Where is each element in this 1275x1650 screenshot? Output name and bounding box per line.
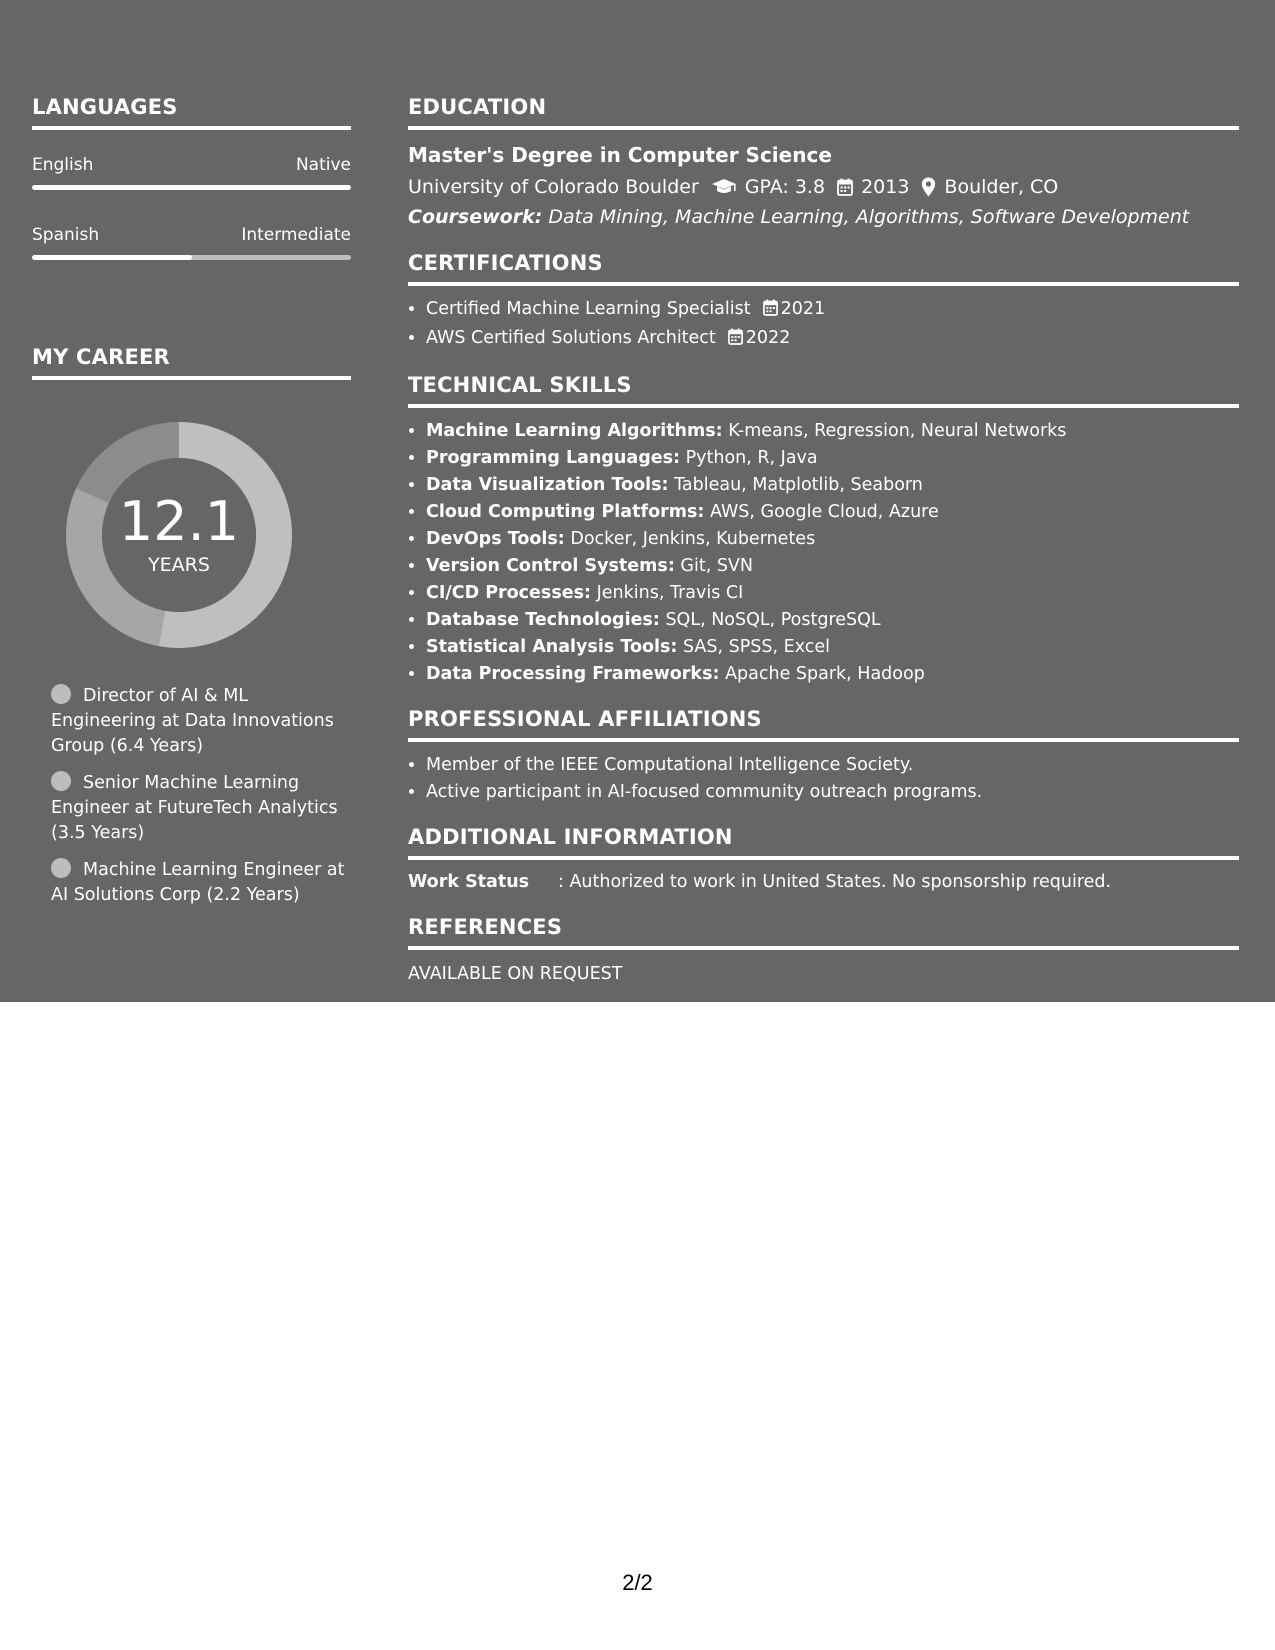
work-status-row [408,870,1239,894]
skill-label: Version Control Systems: [426,556,675,576]
skill-item [426,661,1239,688]
page-number: 2/2 [622,1570,653,1595]
skill-item [426,418,1239,445]
education-coursework [408,204,1239,230]
language-proficiency-fill [32,185,351,190]
skill-value: Jenkins, Travis CI [596,583,744,603]
education-location: Boulder, CO [944,176,1059,198]
skill-value: Docker, Jenkins, Kubernetes [570,529,816,549]
career-job-item [51,771,351,846]
skill-item [426,499,1239,526]
affiliation-item: • Member of the IEEE Computational Intelligence Society. [426,752,1239,779]
left-column [32,0,351,920]
certification-item [426,325,1239,354]
language-spanish [32,224,351,270]
education-school: University of Colorado Boulder [408,176,699,198]
certification-name: AWS Certified Solutions Architect [426,328,716,348]
skill-label: Database Technologies: [426,610,660,630]
affiliations-title: PROFESSIONAL AFFILIATIONS [408,706,1239,742]
education-details [408,174,1239,200]
technical-skills-section [408,372,1239,688]
affiliations-section [408,706,1239,806]
education-section [408,94,1239,230]
career-section [32,344,351,908]
skill-item [426,445,1239,472]
skill-value: SAS, SPSS, Excel [683,637,830,657]
coursework-text: Data Mining, Machine Learning, Algorithms, Software Development [548,206,1190,228]
career-donut-chart [66,422,292,648]
skill-item [426,553,1239,580]
skill-value: Tableau, Matplotlib, Seaborn [674,475,923,495]
education-degree: Master's Degree in Computer Science [408,143,832,167]
skill-value: Python, R, Java [685,448,818,468]
references-text: AVAILABLE ON REQUEST [408,964,623,984]
calendar-icon [837,178,853,196]
additional-info-section [408,824,1239,894]
career-job-item [51,684,351,759]
job-bullet-icon [51,771,71,791]
skill-value: Git, SVN [680,556,753,576]
career-job-list [32,684,351,908]
skill-label: Data Processing Frameworks: [426,664,720,684]
skill-item [426,472,1239,499]
references-section [408,914,1239,986]
skill-item [426,526,1239,553]
language-proficiency-bar [32,255,351,260]
certifications-title: CERTIFICATIONS [408,250,1239,286]
career-years-unit: YEARS [148,554,210,576]
calendar-icon [728,327,743,354]
career-total-years: 12.1 [118,490,240,553]
certification-year: 2021 [780,299,826,319]
donut-center [66,422,292,648]
language-name: Spanish [32,225,100,245]
career-job-item [51,858,351,908]
skill-value: AWS, Google Cloud, Azure [709,502,939,522]
skill-value: SQL, NoSQL, PostgreSQL [665,610,881,630]
coursework-label: Coursework: [408,206,543,228]
job-text: Machine Learning Engineer at AI Solutions Corp (2.2 Years) [51,860,345,905]
skill-label: CI/CD Processes: [426,583,592,603]
languages-section [32,94,351,270]
language-proficiency-fill [32,255,192,260]
graduation-cap-icon [711,178,737,196]
career-title: MY CAREER [32,344,351,380]
technical-skills-title: TECHNICAL SKILLS [408,372,1239,408]
skill-label: Machine Learning Algorithms: [426,421,723,441]
work-status-value: : Authorized to work in United States. No sponsorship required. [558,872,1112,892]
language-level: Native [295,155,351,175]
certifications-section [408,250,1239,354]
map-pin-icon [921,177,936,197]
certification-item [426,296,1239,325]
certification-year: 2022 [745,328,791,348]
languages-title: LANGUAGES [32,94,351,130]
skill-item [426,607,1239,634]
references-title: REFERENCES [408,914,1239,950]
work-status-label: Work Status [408,872,530,892]
right-column [408,0,1239,986]
skill-label: Cloud Computing Platforms: [426,502,705,522]
skill-label: Programming Languages: [426,448,681,468]
certification-name: Certified Machine Learning Specialist [426,299,751,319]
education-title: EDUCATION [408,94,1239,130]
certifications-list [408,296,1239,354]
job-text: Senior Machine Learning Engineer at FutureTech Analytics (3.5 Years) [51,773,338,843]
skill-item [426,580,1239,607]
job-bullet-icon [51,684,71,704]
calendar-icon [763,298,778,325]
skill-value: K-means, Regression, Neural Networks [728,421,1067,441]
language-name: English [32,155,94,175]
education-gpa: GPA: 3.8 [744,176,826,198]
language-level: Intermediate [241,225,351,245]
education-year: 2013 [861,176,910,198]
language-english [32,154,351,200]
skill-label: Data Visualization Tools: [426,475,669,495]
additional-info-title: ADDITIONAL INFORMATION [408,824,1239,860]
skill-value: Apache Spark, Hadoop [725,664,925,684]
skills-list [408,418,1239,688]
job-text: Director of AI & ML Engineering at Data Innovations Group (6.4 Years) [51,686,334,756]
skill-label: DevOps Tools: [426,529,565,549]
skill-item [426,634,1239,661]
skill-label: Statistical Analysis Tools: [426,637,678,657]
language-proficiency-bar [32,185,351,190]
job-bullet-icon [51,858,71,878]
affiliation-item: • Active participant in AI-focused community outreach programs. [426,779,1239,806]
affiliations-list [408,752,1239,806]
